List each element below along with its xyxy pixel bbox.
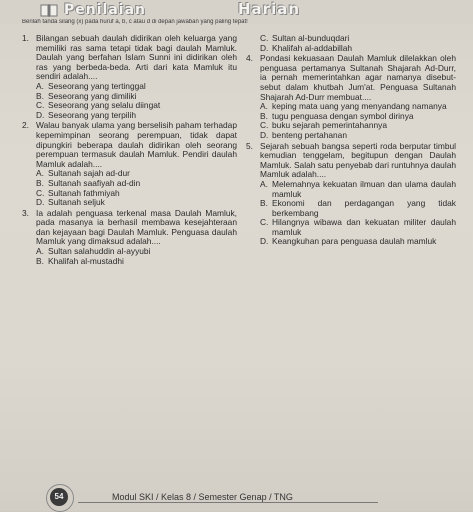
option-text: Khalifah al-addabillah [272, 42, 353, 53]
option-text: Hilangnya wibawa dan kekuatan militer daulah mamluk [272, 217, 456, 237]
option-letter: D. [36, 109, 45, 120]
question-1 [22, 34, 237, 120]
question-2 [22, 121, 237, 207]
option-text: Melemahnya kekuatan ilmuan dan ulama daulah mamluk [272, 178, 456, 199]
option-a[interactable] [246, 180, 456, 199]
option-letter: A. [36, 168, 44, 179]
option-letter: D. [260, 129, 269, 140]
option-letter: C. [260, 217, 269, 228]
option-d[interactable] [22, 111, 237, 121]
question-number: 3. [22, 207, 29, 218]
option-letter: A. [260, 178, 268, 189]
right-column [246, 34, 456, 248]
option-text: Sultanah seljuk [48, 197, 105, 208]
option-text: Seseorang yang dimiliki [48, 90, 137, 101]
option-text: Ekonomi dan perdagangan yang tidak berkembang [272, 198, 456, 218]
option-letter: C. [260, 120, 269, 131]
question-4 [246, 54, 456, 140]
option-text: Sultanah fathmiyah [48, 187, 120, 198]
option-letter: B. [260, 198, 268, 209]
option-text: Seseorang yang selalu diingat [48, 100, 161, 111]
option-letter: D. [36, 197, 45, 208]
question-text: Walau banyak ulama yang berselisih paham terhadap kepemimpinan seorang perempuan, tidak dapat dipungkiri beberapa daulah didirikan oleh seorang perempuan termasuk daulah Mamluk. Pendiri daulah Mamluk adalah.... [36, 120, 237, 169]
option-text: Khalifah al-mustadhi [48, 255, 124, 266]
header-title-left: Penilaian [64, 2, 146, 18]
option-letter: B. [36, 255, 44, 266]
footer-text: Modul SKI / Kelas 8 / Semester Genap / TNG [112, 492, 293, 502]
option-letter: A. [36, 80, 44, 91]
option-letter: A. [36, 246, 44, 257]
option-b[interactable] [246, 199, 456, 218]
question-number: 4. [246, 53, 253, 64]
footer-divider [78, 502, 378, 503]
option-d[interactable] [246, 237, 456, 247]
question-5 [246, 142, 456, 248]
header-title-right: Harian [238, 0, 301, 18]
option-text: Sultan salahuddin al-ayyubi [48, 246, 151, 257]
option-d[interactable] [246, 44, 456, 54]
question-3-continued [246, 34, 456, 53]
page-footer [0, 484, 473, 511]
option-letter: A. [260, 101, 268, 112]
page-number: 54 [50, 488, 68, 506]
option-c[interactable] [246, 218, 456, 237]
option-letter: D. [260, 236, 269, 247]
instruction-text: Berilah tanda silang (x) pada huruf a, b, c atau d di depan jawaban yang paling tepat! [22, 19, 248, 25]
option-text: Seseorang yang terpilih [48, 109, 136, 120]
option-letter: C. [36, 187, 45, 198]
question-number: 2. [22, 120, 29, 131]
question-3 [22, 209, 237, 267]
option-text: Seseorang yang tertinggal [48, 80, 146, 91]
question-text: Bilangan sebuah daulah didirikan oleh keluarga yang memiliki ras sama tetapi tidak bagi daulah Mamluk. Daulah yang berfahan Islam Sunni ini didirikan oleh ras yang berbeda-beda. Arti dari kata Mamluk itu sendiri adalah.... [36, 33, 237, 82]
option-letter: C. [260, 33, 269, 43]
option-text: Sultanah saafiyah ad-din [48, 177, 141, 188]
option-letter: B. [36, 177, 44, 188]
book-icon [40, 2, 58, 18]
option-text: benteng pertahanan [272, 129, 347, 140]
page-header [0, 0, 473, 24]
option-letter: D. [260, 42, 269, 53]
option-text: tugu penguasa dengan symbol dirinya [272, 110, 414, 121]
question-number: 1. [22, 33, 29, 43]
option-text: Sultan al-bunduqdari [272, 33, 350, 43]
option-text: Sultanah sajah ad-dur [48, 168, 130, 179]
question-number: 5. [246, 140, 253, 151]
question-text: Sejarah sebuah bangsa seperti roda berputar timbul kemudian tenggelam, begitupun dengan Daulah Mamluk. Salah satu penyebab dari runtuhnya daulah Mamluk adalah.... [260, 140, 457, 180]
option-b[interactable] [22, 257, 237, 267]
question-text: Ia adalah penguasa terkenal masa Daulah Mamluk, pada masanya ia berhasil membawa kesejahteraan dan kejayaan bagi Daulah Mamluk. Penguasa daulah Mamluk yang dimaksud adalah.... [36, 207, 237, 247]
option-d[interactable] [246, 131, 456, 141]
option-d[interactable] [22, 198, 237, 208]
question-text: Pondasi kekuasaan Daulah Mamluk dilelakkan oleh penguasa pertamanya Sultanah Shajarah Ad-Durr, ia pernah memerintahkan agar namanya disebut-sebut dalam khutbah Jum'at. Penguasa Sultanah Shajarah Ad-Durr membuat.... [260, 53, 456, 102]
option-letter: B. [260, 110, 268, 121]
left-column [22, 34, 237, 267]
option-letter: C. [36, 100, 45, 111]
option-letter: B. [36, 90, 44, 101]
option-text: Keangkuhan para penguasa daulah mamluk [272, 236, 437, 247]
option-text: keping mata uang yang menyandang namanya [272, 101, 447, 112]
option-text: buku sejarah pemerintahannya [272, 120, 388, 131]
